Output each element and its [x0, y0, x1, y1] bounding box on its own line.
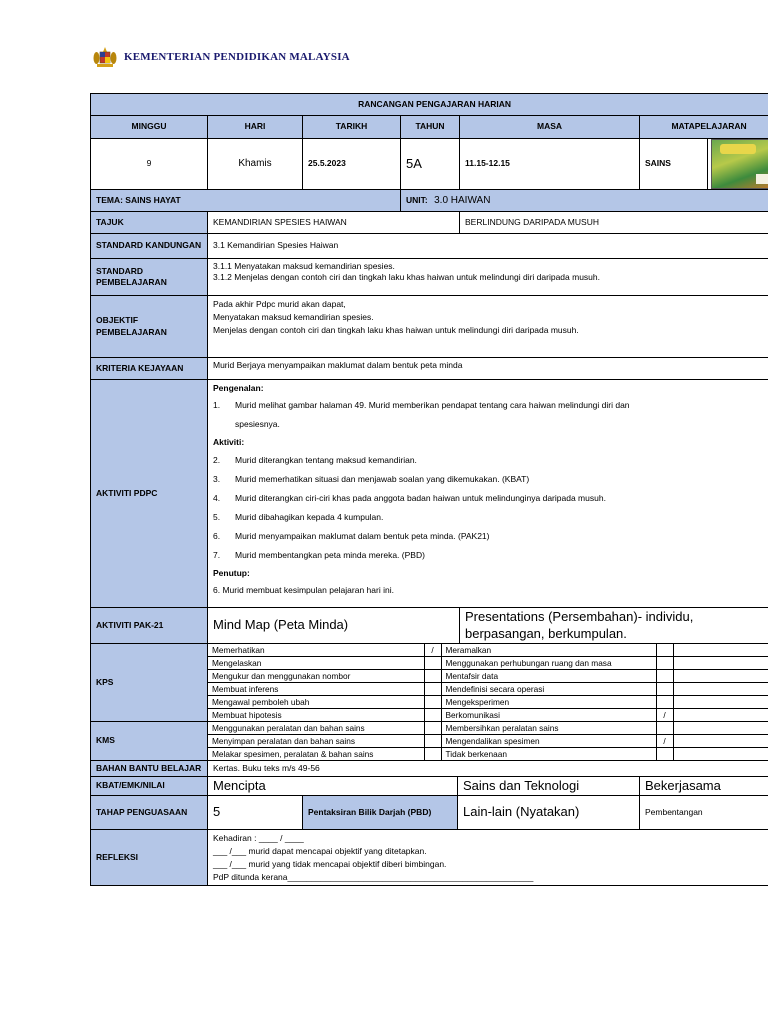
- kms-label: KMS: [91, 722, 208, 761]
- obj-label: OBJEKTIF PEMBELAJARAN: [91, 296, 208, 358]
- tp-value: 5: [208, 796, 303, 830]
- table-row: Memerhatikan / Meramalkan: [208, 644, 768, 657]
- ap-intro-text-cont: spesiesnya.: [235, 419, 280, 429]
- unit-label: UNIT:: [406, 194, 428, 205]
- list-item: [213, 470, 768, 489]
- kms-table: [208, 722, 768, 760]
- list-item-text: Murid memerhatikan situasi dan menjawab soalan yang dikemukakan. (KBAT): [235, 474, 530, 484]
- ap-close-text: 6. Murid membuat kesimpulan pelajaran hari ini.: [213, 585, 394, 595]
- value-minggu: 9: [91, 139, 208, 190]
- ap-intro-item-cont: [213, 415, 768, 434]
- ministry-name: KEMENTERIAN PENDIDIKAN MALAYSIA: [124, 51, 350, 63]
- list-item-num: 5.: [213, 512, 221, 522]
- bbb-value: Kertas. Buku teks m/s 49-56: [208, 761, 768, 777]
- kps-grid: [208, 644, 768, 722]
- ap-intro-item: [213, 396, 768, 415]
- table-row: Membuat hipotesis Berkomunikasi /: [208, 709, 768, 722]
- list-item-text: Murid dibahagikan kepada 4 kumpulan.: [235, 512, 384, 522]
- tajuk-1: KEMANDIRIAN SPESIES HAIWAN: [208, 212, 460, 234]
- sp-label: STANDARD PEMBELAJARAN: [91, 259, 208, 296]
- ref-1: Kehadiran : ____ / ____: [213, 833, 304, 843]
- kk-label: KRITERIA KEJAYAAN: [91, 358, 208, 380]
- kbat-3: Bekerjasama: [640, 777, 768, 796]
- table-row: Menggunakan peralatan dan bahan sains Membersihkan peralatan sains: [208, 722, 768, 735]
- kps-table: [208, 644, 768, 721]
- ref-label: REFLEKSI: [91, 830, 208, 886]
- ap-content: [208, 380, 768, 608]
- ap-intro-num: 1.: [213, 400, 221, 410]
- sk-label: STANDARD KANDUNGAN: [91, 234, 208, 259]
- value-masa: 11.15-12.15: [460, 139, 640, 190]
- table-row: Mengukur dan menggunakan nombor Mentafsir data: [208, 670, 768, 683]
- ministry-header: [92, 44, 350, 70]
- ref-4: PdP ditunda kerana____________________________________________________: [213, 872, 534, 882]
- pak-label: AKTIVITI PAK-21: [91, 608, 208, 644]
- list-item-text: Murid membentangkan peta minda mereka. (PBD): [235, 550, 425, 560]
- obj-1: Pada akhir Pdpc murid akan dapat,: [213, 299, 346, 309]
- sp-values: [208, 259, 768, 296]
- table-row: Membuat inferens Mendefinisi secara operasi: [208, 683, 768, 696]
- list-item: [213, 527, 768, 546]
- pbd-other: Lain-lain (Nyatakan): [458, 796, 640, 830]
- list-item: [213, 489, 768, 508]
- tp-label: TAHAP PENGUASAAN: [91, 796, 208, 830]
- kbat-label: KBAT/EMK/NILAI: [91, 777, 208, 796]
- ap-close-heading: Penutup:: [213, 568, 250, 578]
- table-row: Menyimpan peralatan dan bahan sains Mengendalikan spesimen /: [208, 735, 768, 748]
- sk-value: 3.1 Kemandirian Spesies Haiwan: [208, 234, 768, 259]
- list-item-num: 3.: [213, 474, 221, 484]
- col-masa: MASA: [460, 116, 640, 139]
- lesson-plan-table: [90, 93, 768, 886]
- obj-2: Menyatakan maksud kemandirian spesies.: [213, 312, 374, 323]
- sp-1: 3.1.1 Menyatakan maksud kemandirian spesies.: [213, 261, 395, 271]
- list-item-num: 7.: [213, 550, 221, 560]
- list-item-num: 6.: [213, 531, 221, 541]
- list-item: [213, 451, 768, 470]
- plan-title: RANCANGAN PENGAJARAN HARIAN: [91, 94, 768, 116]
- col-hari: HARI: [208, 116, 303, 139]
- value-matapelajaran: SAINS: [640, 139, 708, 190]
- col-matapelajaran: MATAPELAJARAN: [640, 116, 768, 139]
- ref-values: [208, 830, 768, 886]
- unit-cell: [401, 190, 768, 212]
- ref-2: ___ /___ murid dapat mencapai objektif yang ditetapkan.: [213, 846, 427, 856]
- ap-intro-heading: Pengenalan:: [213, 383, 264, 393]
- list-item-text: Murid diterangkan ciri-ciri khas pada anggota badan haiwan untuk melindunginya daripada musuh.: [235, 493, 606, 503]
- value-hari: Khamis: [208, 139, 303, 190]
- textbook-cell: [708, 139, 768, 190]
- kk-value: Murid Berjaya menyampaikan maklumat dalam bentuk peta minda: [208, 358, 768, 380]
- list-item: [213, 546, 768, 565]
- value-tarikh: 25.5.2023: [303, 139, 401, 190]
- table-row: Mengelaskan Menggunakan perhubungan ruang dan masa: [208, 657, 768, 670]
- pak-2: Presentations (Persembahan)- individu, berpasangan, berkumpulan.: [460, 608, 768, 644]
- list-item: [213, 508, 768, 527]
- tema-label: TEMA: SAINS HAYAT: [91, 190, 401, 212]
- list-item-text: Murid menyampaikan maklumat dalam bentuk peta minda. (PAK21): [235, 531, 490, 541]
- pbd-label: Pentaksiran Bilik Darjah (PBD): [303, 796, 458, 830]
- list-item-num: 2.: [213, 455, 221, 465]
- ap-intro-text: Murid melihat gambar halaman 49. Murid memberikan pendapat tentang cara haiwan melindungi diri dan: [235, 400, 630, 410]
- pak-1: Mind Map (Peta Minda): [208, 608, 460, 644]
- lesson-plan: [90, 93, 747, 886]
- list-item-text: Murid diterangkan tentang maksud kemandirian.: [235, 455, 417, 465]
- pbd-value: Pembentangan: [640, 796, 768, 830]
- ap-label: AKTIVITI PDPC: [91, 380, 208, 608]
- obj-3: Menjelas dengan contoh ciri dan tingkah laku khas haiwan untuk melindungi diri daripada musuh.: [213, 325, 579, 336]
- ap-activity-heading: Aktiviti:: [213, 437, 245, 447]
- col-minggu: MINGGU: [91, 116, 208, 139]
- kbat-1: Mencipta: [208, 777, 458, 796]
- bbb-label: BAHAN BANTU BELAJAR: [91, 761, 208, 777]
- sp-2: 3.1.2 Menjelas dengan contoh ciri dan tingkah laku khas haiwan untuk melindungi diri daripada musuh.: [213, 272, 600, 283]
- value-tahun: 5A: [401, 139, 460, 190]
- kbat-2: Sains dan Teknologi: [458, 777, 640, 796]
- tajuk-label: TAJUK: [91, 212, 208, 234]
- unit-value: 3.0 HAIWAN: [434, 194, 491, 206]
- malaysia-crest-icon: [92, 46, 118, 68]
- ref-3: ___ /___ murid yang tidak mencapai objektif diberi bimbingan.: [213, 859, 447, 869]
- tajuk-2: BERLINDUNG DARIPADA MUSUH: [460, 212, 768, 234]
- obj-values: [208, 296, 768, 358]
- table-row: Mengawal pemboleh ubah Mengeksperimen: [208, 696, 768, 709]
- kms-grid: [208, 722, 768, 761]
- col-tahun: TAHUN: [401, 116, 460, 139]
- table-row: Melakar spesimen, peralatan & bahan sains Tidak berkenaan: [208, 748, 768, 761]
- col-tarikh: TARIKH: [303, 116, 401, 139]
- kps-label: KPS: [91, 644, 208, 722]
- list-item-num: 4.: [213, 493, 221, 503]
- textbook-cover-image: [711, 139, 768, 189]
